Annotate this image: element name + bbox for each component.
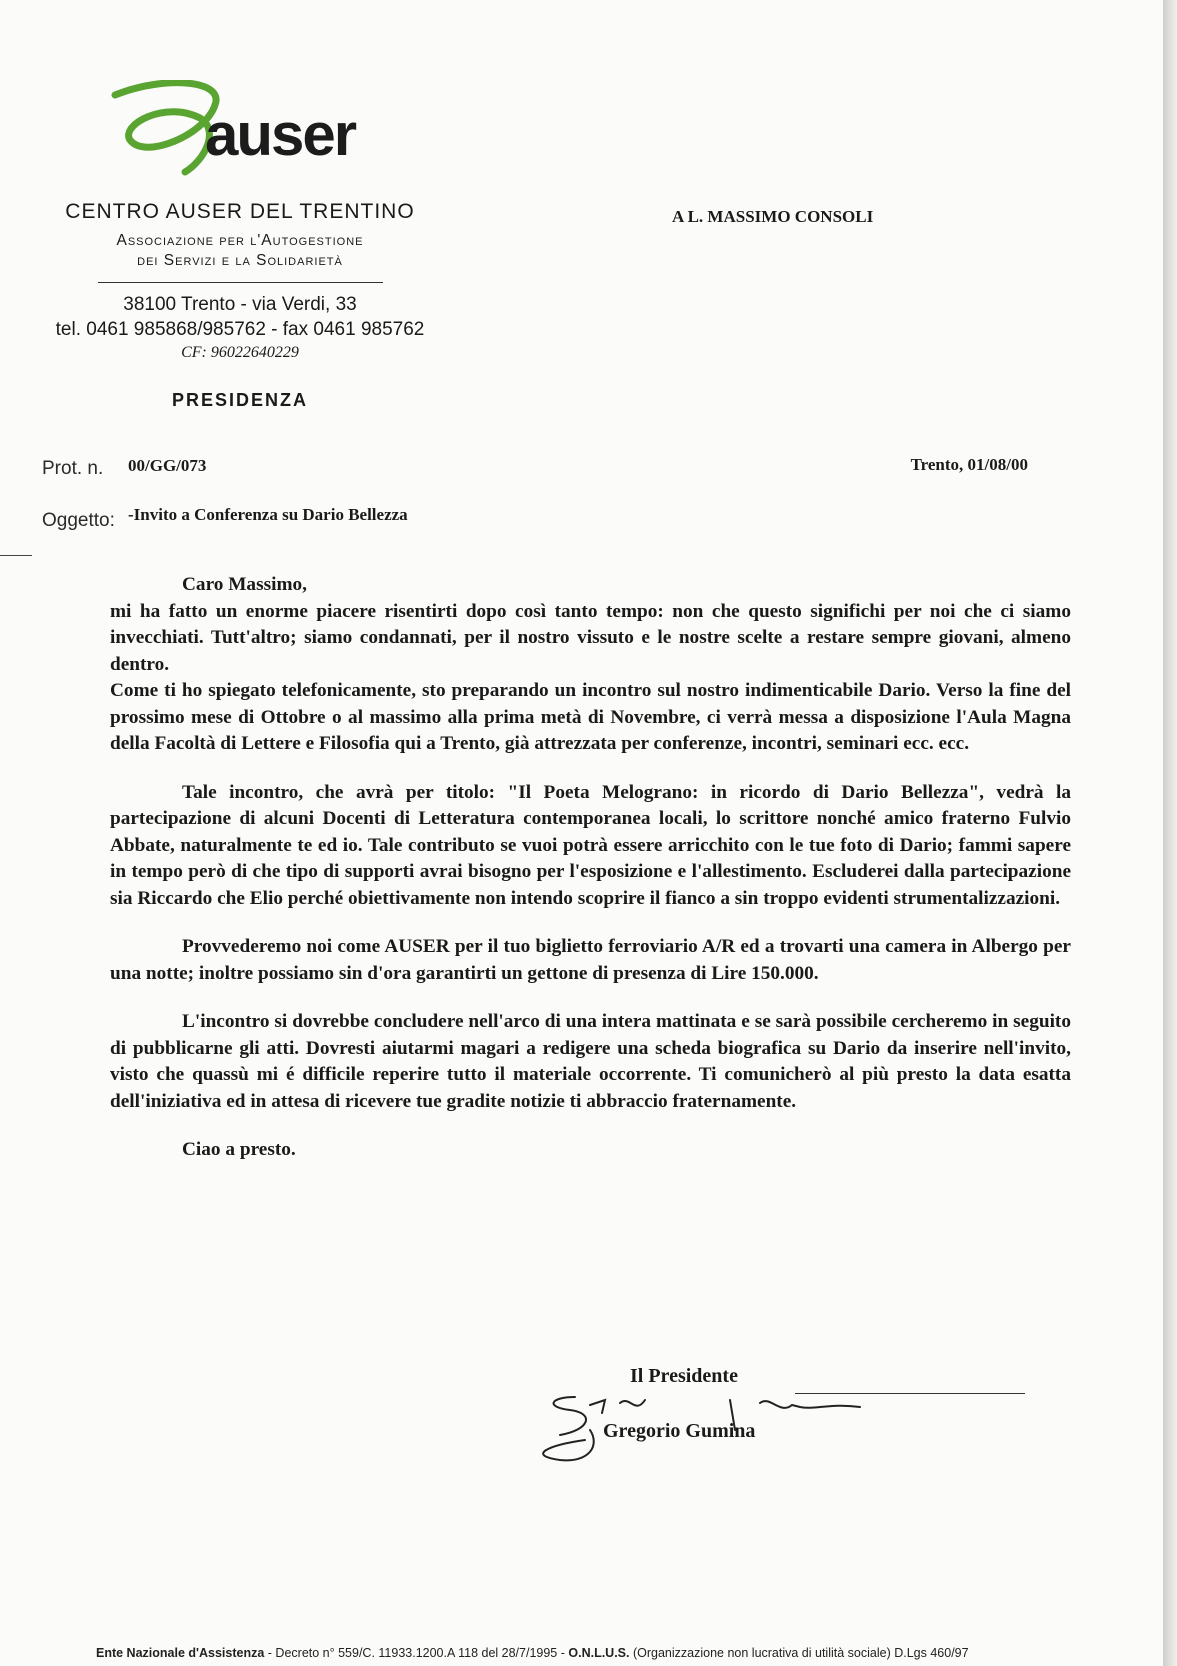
greeting: Caro Massimo, [182, 574, 307, 595]
paragraph-5: L'incontro si dovrebbe concludere nell'arco di una intera mattinata e se sarà possibile cercheremo in seguito di pubblicarne gli atti. Dovresti aiutarmi magari a redigere una scheda biografica su Dario da inserire nell'invito, visto che quassù mi é difficile reperire tutto il materiale occorrente. Ti comunicherò al più presto la data esatta dell'iniziativa ed in attesa di ricevere tue gradite notizie ti abbraccio fraternamente. [110, 1011, 1071, 1112]
subject-value: -Invito a Conferenza su Dario Bellezza [128, 505, 408, 524]
office-label: PRESIDENZA [171, 390, 308, 410]
footer-part1: Ente Nazionale d'Assistenza [96, 1646, 265, 1660]
org-subtitle-line2: dei Servizi e la Solidarietà [137, 252, 343, 269]
footer-part3: O.N.L.U.S. [568, 1646, 630, 1660]
paragraph-1: mi ha fatto un enorme piacere risentirti dopo così tanto tempo: non che questo significhi per noi che ci siamo invecchiati. Tutt'altro; siamo condannati, per il nostro vissuto e le nostre scelte a restare sempre giovani, almeno dentro. [110, 600, 1071, 675]
org-name: CENTRO AUSER DEL TRENTINO [65, 200, 415, 223]
letter-date: Trento, 01/08/00 [910, 455, 1028, 474]
prot-label: Prot. n. [42, 458, 104, 479]
page-edge [1163, 0, 1177, 1666]
logo-text: auser [205, 101, 356, 168]
footer-part2: - Decreto n° 559/C. 11933.1200.A 118 del 28/7/1995 - [264, 1646, 569, 1660]
footer-legal [96, 1646, 969, 1660]
signature-title: Il Presidente [630, 1365, 738, 1387]
auser-logo [105, 80, 365, 190]
org-subtitle [40, 231, 440, 271]
org-address [40, 292, 440, 342]
address-line1: 38100 Trento - via Verdi, 33 [123, 294, 357, 315]
prot-number: 00/GG/073 [128, 456, 207, 475]
paragraph-2: Come ti ho spiegato telefonicamente, sto preparando un incontro sul nostro indimenticabile Dario. Verso la fine del prossimo mese di Ottobre o al massimo alla prima metà di Novembre, ci verrà messa a disposizione l'Aula Magna della Facoltà di Lettere e Filosofia qui a Trento, già attrezzata per conferenze, incontri, seminari ecc. ecc. [110, 680, 1071, 754]
subject-label: Oggetto: [42, 510, 115, 531]
paragraph-4: Provvederemo noi come AUSER per il tuo biglietto ferroviario A/R ed a trovarti una camera in Albergo per una notte; inoltre possiamo sin d'ora garantirti un gettone di presenza di Lire 150.000. [110, 936, 1071, 984]
tax-code: CF: 96022640229 [181, 344, 299, 361]
letter-body [110, 572, 1071, 1164]
org-subtitle-line1: Associazione per l'Autogestione [116, 232, 364, 249]
signature-name: Gregorio Gumina [603, 1420, 756, 1442]
fold-mark [0, 555, 32, 556]
recipient: A L. MASSIMO CONSOLI [672, 207, 874, 226]
letterhead-divider [98, 282, 383, 283]
paragraph-3: Tale incontro, che avrà per titolo: "Il Poeta Melograno: in ricordo di Dario Bellezza", vedrà la partecipazione di alcuni Docenti di Letteratura contemporanea locali, lo scrittore nonché amico fraterno Fulvio Abbate, naturalmente te ed io. Tale contributo se vuoi potrà essere arricchito con le tue foto di Dario; fammi sapere in tempo però di che tipo di supporti avrai bisogno per l'esposizione e l'allestimento. Escluderei dalla partecipazione sia Riccardo che Elio perché obiettivamente non intendo scoprire il fianco a sin troppo evidenti strumentalizzazioni. [110, 781, 1071, 909]
footer-part4: (Organizzazione non lucrativa di utilità sociale) D.Lgs 460/97 [629, 1646, 969, 1660]
address-line2: tel. 0461 985868/985762 - fax 0461 985762 [55, 319, 425, 340]
closing: Ciao a presto. [182, 1139, 296, 1160]
